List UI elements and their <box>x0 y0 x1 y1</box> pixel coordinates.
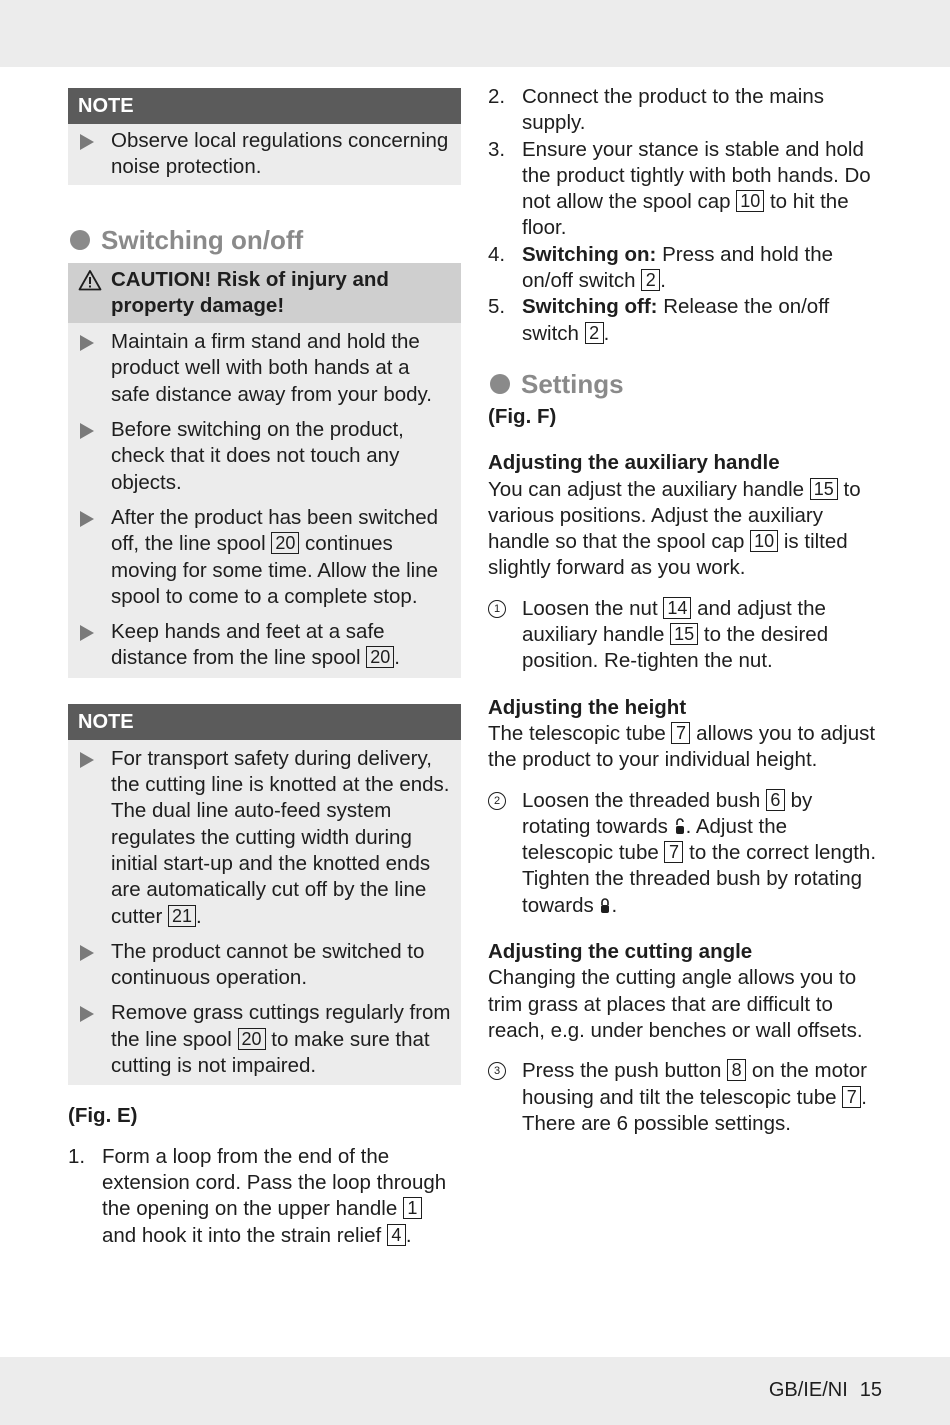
caution-bullet: Keep hands and feet at a safe distance from the line spool 20 . <box>68 619 453 672</box>
paragraph: You can adjust the auxiliary handle 15 to various positions. Adjust the auxiliary handle so that the spool cap 10 is tilted slightly forward as you work. <box>488 477 861 580</box>
bullet-triangle-icon <box>80 625 94 641</box>
note-bullet: The product cannot be switched to continuous operation. <box>68 939 453 992</box>
lock-icon <box>599 897 611 915</box>
part-ref: 10 <box>736 190 764 212</box>
note-box-transport <box>68 704 461 1086</box>
part-ref: 2 <box>641 269 660 291</box>
steps-list <box>488 84 883 347</box>
note-title: NOTE <box>68 704 461 740</box>
step-item: 3. Ensure your stance is stable and hold the product tightly with both hands. Do not allow the spool cap 10 to hit the floor. <box>488 137 871 240</box>
part-ref: 7 <box>842 1086 861 1108</box>
subheading-height: Adjusting the height <box>488 695 687 719</box>
left-column <box>68 84 461 1249</box>
note-bullets <box>68 740 461 1086</box>
subheading-aux-handle: Adjusting the auxiliary handle <box>488 451 780 475</box>
caution-bullet: After the product has been switched off, the line spool 20 continues moving for some time. Allow the line spool to come to a complete stop. <box>68 505 453 610</box>
caution-bullet: Maintain a firm stand and hold the product well with both hands at a safe distance away from your body. <box>68 329 453 408</box>
subheading-cutting-angle: Adjusting the cutting angle <box>488 940 753 964</box>
note-title: NOTE <box>68 88 461 124</box>
bullet-dot-icon <box>490 374 510 394</box>
bullet-triangle-icon <box>80 752 94 768</box>
figure-label: (Fig. F) <box>488 404 557 428</box>
bullet-triangle-icon <box>80 1006 94 1022</box>
caution-box <box>68 263 461 678</box>
step-number-circle: 1 <box>488 600 506 618</box>
part-ref: 10 <box>750 530 778 552</box>
part-ref: 15 <box>670 623 698 645</box>
part-ref: 1 <box>403 1197 422 1219</box>
step-item: 4. Switching on: Press and hold the on/off switch 2 . <box>488 242 834 293</box>
page-footer <box>769 1377 882 1403</box>
bullet-triangle-icon <box>80 511 94 527</box>
step-item: 5. Switching off: Release the on/off switch 2 . <box>488 295 830 345</box>
figure-label: (Fig. E) <box>68 1104 138 1128</box>
part-ref: 7 <box>671 722 690 744</box>
warning-triangle-icon <box>78 269 102 291</box>
section-title-switching: Switching on/off <box>68 225 461 255</box>
part-ref: 8 <box>727 1059 746 1081</box>
step-number-circle: 3 <box>488 1062 506 1080</box>
caution-title: CAUTION! Risk of injury and property damage! <box>68 263 461 324</box>
circled-step: 1 Loosen the nut 14 and adjust the auxiliary handle 15 to the desired position. Re-tighten the nut. <box>488 596 883 675</box>
bullet-triangle-icon <box>80 335 94 351</box>
steps-list <box>68 1144 461 1249</box>
caution-bullets <box>68 323 461 678</box>
caution-bullet: Before switching on the product, check that it does not touch any objects. <box>68 417 453 496</box>
section-title-settings: Settings <box>488 369 883 399</box>
part-ref: 7 <box>664 841 683 863</box>
unlock-icon <box>674 818 686 836</box>
paragraph: Changing the cutting angle allows you to trim grass at places that are difficult to reach, e.g. under benches or wall offsets. <box>488 966 863 1042</box>
step-item: 1. Form a loop from the end of the extension cord. Pass the loop through the opening on the upper handle 1 and hook it into the strain relief 4 . <box>68 1144 447 1247</box>
note-box-noise <box>68 88 461 185</box>
circled-step: 2 Loosen the threaded bush 6 by rotating towards . Adjust the telescopic tube 7 to the correct length. Tighten the threaded bush by rotating towards . <box>488 788 883 919</box>
paragraph: The telescopic tube 7 allows you to adjust the product to your individual height. <box>488 721 876 772</box>
note-bullet: For transport safety during delivery, the cutting line is knotted at the ends. The dual line auto-feed system regulates the cutting width during initial start-up and the knotted ends are automatically cut off by the line cutter 21 . <box>68 746 453 930</box>
step-item: 2. Connect the product to the mains supply. <box>488 85 824 135</box>
part-ref: 20 <box>238 1028 266 1050</box>
part-ref: 20 <box>271 532 299 554</box>
part-ref: 14 <box>663 597 691 619</box>
part-ref: 2 <box>585 322 604 344</box>
part-ref: 20 <box>366 646 394 668</box>
note-bullet: Remove grass cuttings regularly from the line spool 20 to make sure that cutting is not impaired. <box>68 1000 453 1079</box>
bullet-triangle-icon <box>80 423 94 439</box>
right-column <box>488 84 883 1137</box>
part-ref: 4 <box>387 1224 406 1246</box>
part-ref: 15 <box>810 478 838 500</box>
bullet-dot-icon <box>70 230 90 250</box>
note-bullets <box>68 124 461 185</box>
page-number: 15 <box>859 1379 882 1401</box>
bullet-triangle-icon <box>80 134 94 150</box>
note-bullet: Observe local regulations concerning noise protection. <box>68 128 453 181</box>
circled-step: 3 Press the push button 8 on the motor housing and tilt the telescopic tube 7 . There are 6 possible settings. <box>488 1058 883 1137</box>
part-ref: 6 <box>766 789 785 811</box>
region-code: GB/IE/NI <box>768 1379 848 1401</box>
step-number-circle: 2 <box>488 792 506 810</box>
header-band <box>0 0 950 67</box>
part-ref: 21 <box>168 905 196 927</box>
bullet-triangle-icon <box>80 945 94 961</box>
